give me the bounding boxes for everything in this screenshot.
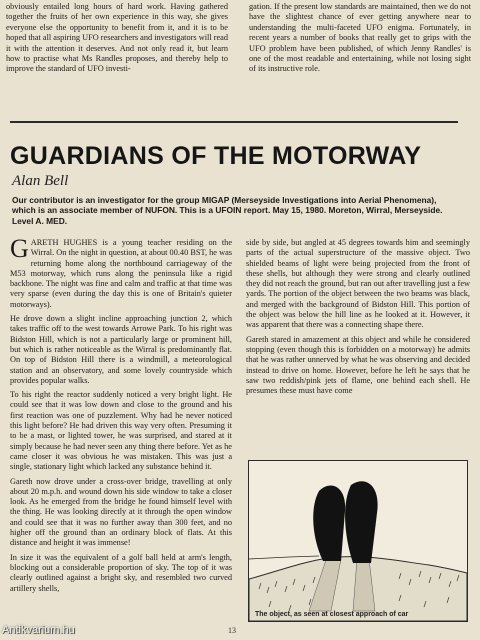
page-number: 13 (228, 626, 236, 635)
previous-article-paragraph-right: gation. If the present low standards are maintained, then we do not have the slightest chance of ever getting anywhere near to understanding the multi-faceted UFO enigma. Fortunately, in recent years a number of books that really get to grips with the UFO problem have been published, of which Jenny Randles' is one of the most readable and entertaining, while not losing sight of its instructive role. (249, 2, 471, 74)
article-paragraph: Gareth stared in amazement at this object and while he considered stopping (even though this is forbidden on a motorway) he admits that he was rather unnerved by what he was observing and decided instead to drive on home. However, before he left he says that he saw two reddish/pink jets of flame, one behind each shell. He presumes these must have come (246, 334, 470, 396)
article-paragraph: In size it was the equivalent of a golf ball held at arm's length, blocking out a considerable proportion of sky. The top of it was clearly outlined against a bright sky, and resembled two curved artillery shells, (10, 552, 232, 593)
article-title: GUARDIANS OF THE MOTORWAY (10, 142, 422, 170)
article-paragraph: He drove down a slight incline approaching junction 2, which takes traffic off to the west towards Arrowe Park. To his right was Bidston Hill, which is not a particularly large or prominent hill, but which is rather noticeable as the Wirral is predominantly flat. On top of Bidston Hill there is a windmill, a meteorological station and an observatory, and some lovely countryside which provides popular walks. (10, 314, 232, 385)
watermark: Antikvarium.hu (2, 624, 75, 636)
horizon-line (249, 556, 319, 559)
article-column-left (10, 238, 232, 630)
article-body (10, 238, 470, 630)
previous-article-paragraph-left: obviously entailed long hours of hard work. Having gathered together the fruits of her own experience in this way, she gives everyone else the opportunity to benefit from it, and it is to be hoped that all aspiring UFO researchers and investigators will read it with the attention it deserves. And not only read it, but learn how to practise what Ms Randles proposes, and thereby help to improve the standard of UFO investi- (6, 2, 228, 74)
article-paragraph: Gareth now drove under a cross-over bridge, travelling at only about 20 m.p.h. and wound down his side window to take a closer look. As he emerged from the bridge he found himself level with the thing. He was looking directly at it through the open window and could see that it was no further away than 300 feet, and no higher off the ground than an ordinary block of flats. At this distance and height it was immense! (10, 476, 232, 548)
section-divider (10, 121, 458, 123)
previous-article-column-left (6, 2, 228, 114)
article-column-right-text (246, 238, 470, 450)
ufo-shell-left (313, 485, 345, 561)
article-paragraph: side by side, but angled at 45 degrees towards him and seemingly parts of the actual superstructure of the massive object. Two shielded beams of light were being projected from the front of these shells, but although they were strong and clearly outlined they did not reach the ground, but ran out after travelling just a few yards. The portion of the object between the two beams was black, and merged with the background of Bidston Hill. This portion of the object was below the hill line as he looked at it. However, it was apparent that there was a connecting shape there. (246, 238, 470, 330)
previous-article-text (6, 2, 471, 114)
article-column-right (246, 238, 470, 630)
ufo-sketch-drawing (249, 461, 467, 621)
article-paragraph (10, 238, 232, 310)
figure-caption: The object, as seen at closest approach of car (255, 611, 409, 618)
drop-cap: G (10, 238, 29, 263)
ufo-illustration (248, 460, 468, 622)
article-author: Alan Bell (12, 173, 69, 189)
article-intro: Our contributor is an investigator for the group MIGAP (Merseyside Investigations into Aerial Phenomena), which is an associate member of NUFON. This is a UFOIN report. May 15, 1980. Moreton, Wirral, Merseyside. Level A. MED. (12, 195, 443, 226)
previous-article-column-right (249, 2, 471, 114)
article-paragraph: To his right the reactor suddenly noticed a very bright light. He could see that it was low down and close to the ground and his first reaction was one of puzzlement. Why had he never noticed this light before? He had driven this way very often. Presuming it to be a mast, or lighted tower, he was surprised, and stared at it simply because he had never seen any thing there before. Yet as he came closer it was obvious he was mistaken. This was just a single, stationary light which lacked any substance behind it. (10, 390, 232, 472)
ufo-shell-right (345, 481, 378, 563)
article-paragraph-text: ARETH HUGHES is a young teacher residing on the Wirral. On the night in question, at about 00.40 BST, he was returning home along the northbound carriageway of the M53 motorway, which runs along the peninsula like a rigid backbone. The night was fine and calm and traffic at that time was very sparse (even during the day this is one of Britain's quieter motorways). (10, 238, 232, 309)
